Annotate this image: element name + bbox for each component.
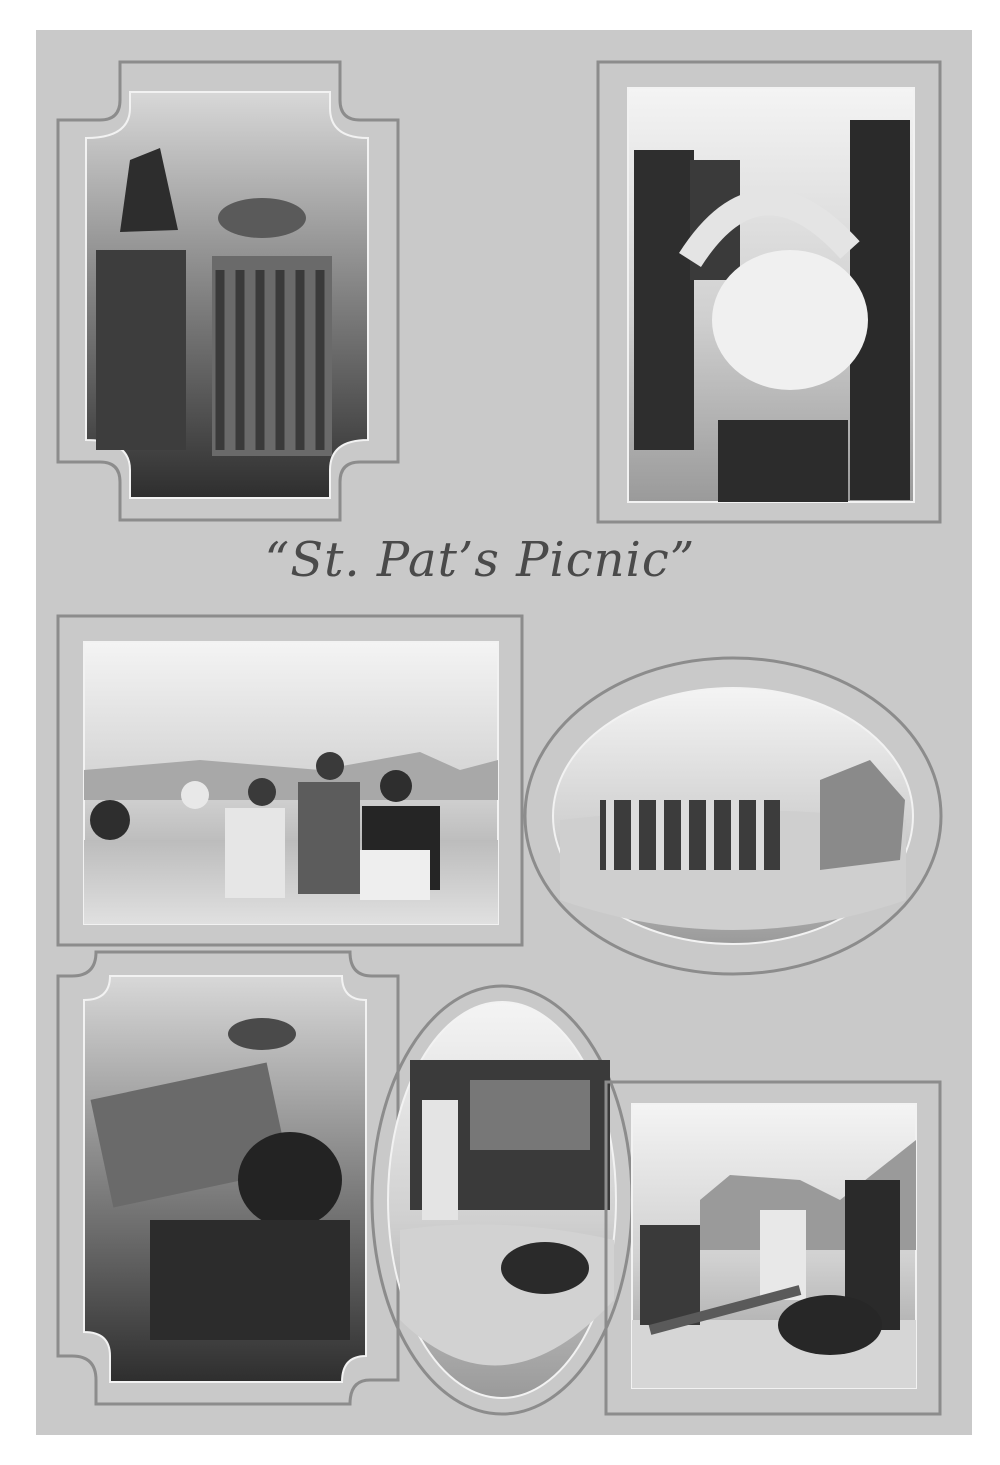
photo-tug-of-war bbox=[606, 1082, 940, 1414]
photo-students-wrestling bbox=[58, 952, 398, 1404]
photo-crowd-in-desert bbox=[525, 658, 941, 974]
photo-costumed-men-by-car bbox=[58, 62, 398, 520]
photo-group-seated-on-ground bbox=[58, 616, 522, 945]
photo-man-covering-head bbox=[598, 62, 940, 522]
page-title: “St. Pat’s Picnic” bbox=[264, 532, 696, 588]
photo-by-truck bbox=[372, 986, 632, 1414]
